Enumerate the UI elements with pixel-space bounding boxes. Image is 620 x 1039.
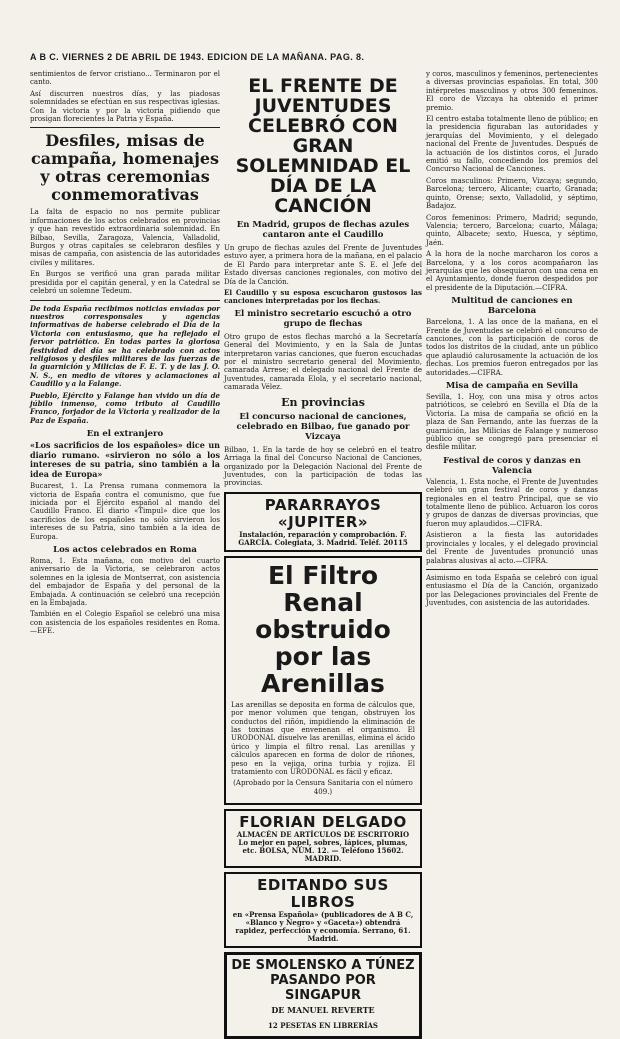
advert-note: (Aprobado por la Censura Sanitaria con el número 409.) bbox=[233, 779, 413, 796]
article-text: El centro estaba totalmente lleno de público; en la presidencia figuraban las autoridades y jerarquías del Movimiento, y el delegado nacional del Frente de Juventudes. Después de la actuación de los distintos coros, el Jurado emitió su fallo, concediendo los premios del Concurso Nacional de Canciones. bbox=[426, 115, 598, 174]
subheadline: El concurso nacional de canciones, celebrado en Bilbao, fue ganado por Vizcaya bbox=[236, 411, 410, 442]
section-heading: Los actos celebrados en Roma bbox=[53, 545, 197, 556]
article-text: sentimientos de fervor cristiano... Terminaron por el canto. bbox=[30, 70, 220, 87]
article-text: Valencia, 1. Esta noche, el Frente de Juventudes celebró un gran festival de coros y danzas regionales en el teatro Principal, que se vio totalmente lleno de público. Actuaron los coros y grupos de danzas de diversas provincias, que fueron muy aplaudidos.—CIFRA. bbox=[426, 477, 598, 528]
section-heading: En el extranjero bbox=[86, 429, 164, 440]
advert-text: Las arenillas se deposita en forma de cálculos que, por menor volumen que tengan, obstruyen los conductos del riñón, impidiendo la eliminación de las toxinas que envenenan el organismo. El URODONAL disuelve las arenillas, elimina el ácido úrico y limpia el filtro renal. Las arenillas y cálculos aparecen en forma de dolor de riñones, peso en la vejiga, orina turbia y rojiza. El tratamiento con URODONAL es fácil y eficaz. bbox=[231, 700, 415, 776]
divider bbox=[30, 300, 220, 301]
article-text: Roma, 1. Esta mañana, con motivo del cuarto aniversario de la Victoria, se celebraron actos solemnes en la iglesia de Montserrat, con asistencia del embajador de España y del personal de la Embajada. A continuación se celebró una recepción en la Embajada. bbox=[30, 557, 220, 608]
article-text: A la hora de la noche marcharon los coros a Barcelona, y a los coros acompañaron las jerarquías que les obsequiaron con una cena en el Ayuntamiento, donde fueron despedidos por el presidente de la Diputación.—CIFRA. bbox=[426, 250, 598, 292]
advert-editando-libros bbox=[224, 872, 422, 948]
advert-title: PARARRAYOS «JUPITER» bbox=[264, 495, 382, 531]
column-left bbox=[30, 70, 220, 860]
headline: EL FRENTE DE JUVENTUDES CELEBRÓ CON GRAN SOLEMNIDAD EL DÍA DE LA CANCIÓN bbox=[235, 75, 411, 217]
article-subheading: «Los sacrificios de los españoles» dice un diario rumano. «sirvieron no sólo a los intereses de su patria, sino también a la idea de Europa» bbox=[30, 440, 220, 479]
article-text: El Caudillo y su esposa escucharon gustosos las canciones interpretadas por los flechas. bbox=[224, 288, 422, 306]
article-text: Sevilla, 1. Hoy, con una misa y otros actos patrióticos, se celebró en Sevilla el Día de la Victoria. La misa de campaña se ofició en la plaza de San Fernando, ante las fuerzas de la guarnición, las Milicias de Falange y numeroso público que se congregó para presenciar el desfile militar. bbox=[426, 393, 598, 452]
advert-title: EDITANDO SUS LIBROS bbox=[257, 876, 389, 912]
article-text: Bilbao, 1. En la tarde de hoy se celebró en el teatro Arriaga la final del Concurso Nacional de Canciones, organizado por la Delegación Nacional del Frente de Juventudes, con la participación de todas las provincias. bbox=[224, 445, 422, 488]
section-heading: Multitud de canciones en Barcelona bbox=[451, 296, 573, 317]
section-heading: En provincias bbox=[281, 395, 365, 409]
advert-florian-delgado bbox=[224, 809, 422, 868]
advert-title: El Filtro Renal obstruido por las Arenillas bbox=[255, 560, 391, 698]
article-text: Un grupo de flechas azules del Frente de Juventudes estuvo ayer, a primera hora de la mañana, en el palacio de El Pardo para interpretar ante S. E. el Jefe del Estado diversas canciones regionales, con motivo del Día de la Canción. bbox=[224, 244, 422, 286]
article-text: Asistieron a la fiesta las autoridades provinciales y locales, y el delegado provincial del Frente de Juventudes pronunció unas palabras alusivas al acto.—CIFRA. bbox=[426, 531, 598, 565]
advert-book bbox=[224, 952, 422, 1039]
section-heading: Festival de coros y danzas en Valencia bbox=[443, 455, 581, 476]
book-title: DE SMOLENSKO A TÚNEZ PASANDO POR SINGAPUR bbox=[231, 958, 415, 1004]
advert-text: Lo mejor en papel, sobres, lápices, plumas, etc. BOLSA, NÚM. 12. — Teléfono 15602. MADRID. bbox=[238, 838, 408, 864]
advert-title: FLORIAN DELGADO bbox=[239, 813, 407, 832]
article-text: La falta de espacio no nos permite publicar informaciones de los actos celebrados en provincias y que han revestido extraordinaria solemnidad. En Bilbao, Sevilla, Zaragoza, Valencia, Valladolid, Burgos y otras capitales se celebraron desfiles y misas de campaña, con asistencia de las autoridades civiles y militares. bbox=[30, 208, 220, 267]
section-heading: Desfiles, misas de campaña, homenajes y otras ceremonias conmemorativas bbox=[30, 131, 220, 205]
subheadline: En Madrid, grupos de flechas azules cantaron ante el Caudillo bbox=[236, 220, 410, 240]
advert-text: en «Prensa Española» (publicadores de A B C, «Blanco y Negro» y «Gaceta») obtendrá rapidez, perfección y economía. Serrano, 61. Madrid. bbox=[232, 910, 414, 944]
column-right bbox=[426, 70, 598, 860]
advert-subtitle: ALMACÉN DE ARTÍCULOS DE ESCRITORIO bbox=[236, 830, 410, 840]
article-text: En Burgos se verificó una gran parada militar presidida por el capitán general, y en la Catedral se celebró un solemne Tedeum. bbox=[30, 270, 220, 296]
article-text: De toda España recibimos noticias enviadas por nuestros corresponsales y agencias informativas de haberse celebrado el Día de la Victoria con entusiasmo, que ha reflejado el fervor patriótico. En todas partes la gloriosa festividad del día se ha celebrado con actos religiosos y desfiles militares de las fuerzas de la guarnición y Milicias de F. E. T. y de las J. O. N. S., en medio de vítores y aclamaciones al Caudillo y a la Falange. bbox=[30, 303, 220, 389]
article-text: También en el Colegio Español se celebró una misa con asistencia de los españoles residentes en Roma.—EFE. bbox=[30, 610, 220, 636]
page-header bbox=[30, 52, 590, 66]
advert-text: Instalación, reparación y comprobación. F. GARCÍA. Colegiata, 3. Madrid. Teléf. 20115 bbox=[238, 529, 408, 547]
advert-pararrayos bbox=[224, 492, 422, 552]
header-text: A B C. VIERNES 2 DE ABRIL DE 1943. EDICION DE LA MAÑANA. PAG. 8. bbox=[30, 52, 365, 62]
article-text: Asimismo en toda España se celebró con igual entusiasmo el Día de la Canción, organizado por las Delegaciones provinciales del Frente de Juventudes, con asistencia de las autoridades. bbox=[426, 573, 598, 608]
article-text: Coros masculinos: Primero, Vizcaya; segundo, Barcelona; tercero, Alicante; cuarto, Granada; quinto, Orense; sexto, Valladolid, y séptimo, Badajoz. bbox=[426, 176, 598, 211]
divider bbox=[426, 569, 598, 570]
article-text: y coros, masculinos y femeninos, pertenecientes a diversas provincias españolas. En total, 300 intérpretes masculinos y otros 300 femeninos. El coro de Vizcaya ha obtenido el primer premio. bbox=[426, 70, 598, 112]
divider bbox=[30, 127, 220, 128]
article-text: Pueblo, Ejército y Falange han vivido un día de júbilo inmenso, como tributo al Caudillo Franco, forjador de la Victoria y realizador de la Paz de España. bbox=[30, 390, 220, 425]
article-text: Barcelona, 1. A las once de la mañana, en el Frente de Juventudes se celebró el concurso de canciones, con la participación de coros de todos los distritos de la ciudad, ante un público que aplaudió calurosamente la actuación de los flechas. Los premios fueron entregados por las autoridades.—CIFRA. bbox=[426, 318, 598, 377]
column-middle bbox=[224, 70, 422, 1031]
subheadline: El ministro secretario escuchó a otro grupo de flechas bbox=[234, 308, 412, 329]
article-text: Coros femeninos: Primero, Madrid; segundo, Valencia; tercero, Barcelona; cuarto, Málaga; quinto, Albacete; sexto, Huesca, y séptimo, Jaén. bbox=[426, 213, 598, 247]
book-price: 12 PESETAS EN LIBRERÍAS bbox=[268, 1021, 378, 1031]
book-author: DE MANUEL REVERTE bbox=[271, 1005, 375, 1016]
article-text: Bucarest, 1. La Prensa rumana conmemora la victoria de España contra el comunismo, que fue iniciada por el Ejército español al mando del Caudillo Franco. El diario «Timpul» dice que los sacrificios de los españoles no sólo sirvieron los intereses de su Patria, sino también a la idea de Europa. bbox=[30, 482, 220, 541]
article-text: Así discurren nuestros días, y las piadosas solemnidades se efectúan en sus respectivas iglesias. Con la victoria y por la victoria pidiendo que prosigan florecientes la Patria y España. bbox=[30, 89, 220, 124]
advert-urodonal bbox=[224, 556, 422, 805]
section-heading: Misa de campaña en Sevilla bbox=[445, 381, 579, 391]
article-text: Otro grupo de estos flechas marchó a la Secretaría General del Movimiento, y en la Sala de Juntas interpretaron varias canciones, que fueron escuchadas por el ministro secretario general del Movimiento, camarada Arrese; el delegado nacional del Frente de Juventudes, camarada Elola, y el secretario nacional, camarada Vélez. bbox=[224, 332, 422, 392]
